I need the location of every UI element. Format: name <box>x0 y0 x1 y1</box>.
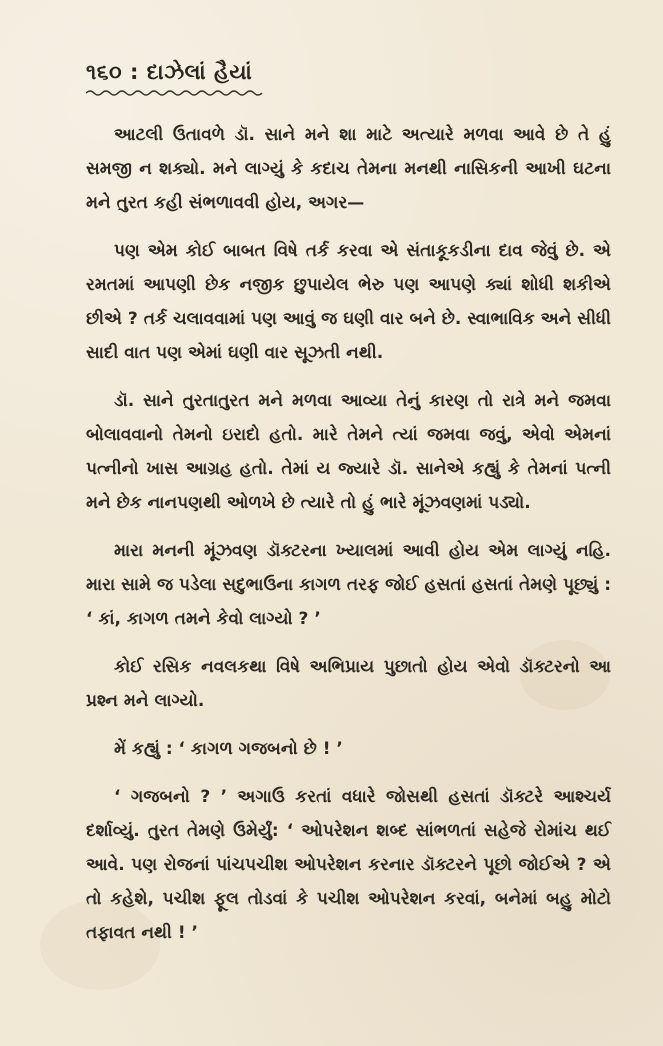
paragraph: આટલી ઉતાવળે ડૉ. સાને મને શા માટે અત્યારે મળવા આવે છે તે હું સમજી ન શક્યો. મને લાગ્યું કે કદાચ તેમના મનથી નાસિકની આખી ઘટના મને તુરત કહી સંભળાવવી હોય, અગર— <box>86 125 611 213</box>
running-head <box>86 60 346 97</box>
paragraph: કોઈ રસિક નવલકથા વિષે અભિપ્રાય પુછાતો હોય એવો ડૉક્ટરનો આ પ્રશ્ન મને લાગ્યો. <box>86 657 611 711</box>
paragraph: ડૉ. સાને તુરતાતુરત મને મળવા આવ્યા તેનું કારણ તો રાત્રે મને જમવા બોલાવવાનો તેમનો ઇરાદો હતો. મારે તેમને ત્યાં જમવા જવું, એવો એમનાં પત્નીનો ખાસ આગ્રહ હતો. તેમાં ય જ્યારે ડૉ. સાનેએ કહ્યું કે તેમનાં પત્ની મને છેક નાનપણથી ઓળખે છે ત્યારે તો હું ભારે મૂંઝવણમાં પડ્યો. <box>86 391 611 513</box>
body-text <box>86 118 611 964</box>
paragraph: ‘ ગજબનો ? ’ અગાઉ કરતાં વધારે જોસથી હસતાં ડૉક્ટરે આશ્ચર્ય દર્શાવ્યું. તુરત તેમણે ઉમેર્યું: ‘ ઓપરેશન શબ્દ સાંભળતાં સહેજે રોમાંચ થઈ આવે. પણ રોજનાં પાંચપચીશ ઓપરેશન કરનાર ડૉક્ટરને પૂછો જોઈએ ? એ તો કહેશે, પચીશ ફૂલ તોડવાં કે પચીશ ઓપરેશન કરવાં, બનેમાં બહુ મોટો તફાવત નથી ! ’ <box>86 787 611 943</box>
wavy-underline-ornament <box>86 89 266 97</box>
page-number-and-title: ૧૬૦ : દાઝેલાં હૈયાં <box>86 60 253 84</box>
paragraph: મેં કહ્યું : ‘ કાગળ ગજબનો છે ! ’ <box>114 739 343 759</box>
paragraph: મારા મનની મૂંઝવણ ડૉક્ટરના ખ્યાલમાં આવી હોય એમ લાગ્યું નહિ. મારા સામે જ પડેલા સદુભાઉના કાગળ તરફ જોઈ હસતાં હસતાં તેમણે પૂછ્યું : ‘ કાં, કાગળ તમને કેવો લાગ્યો ? ’ <box>86 541 611 629</box>
paragraph: પણ એમ કોઈ બાબત વિષે તર્ક કરવા એ સંતાકૂકડીના દાવ જેવું છે. એ રમતમાં આપણી છેક નજીક છુપાયેલ ભેરુ પણ આપણે ક્યાં શોધી શકીએ છીએ ? તર્ક ચલાવવામાં પણ આવું જ ઘણી વાર બને છે. સ્વાભાવિક અને સીધી સાદી વાત પણ એમાં ઘણી વાર સૂઝતી નથી. <box>86 241 611 363</box>
